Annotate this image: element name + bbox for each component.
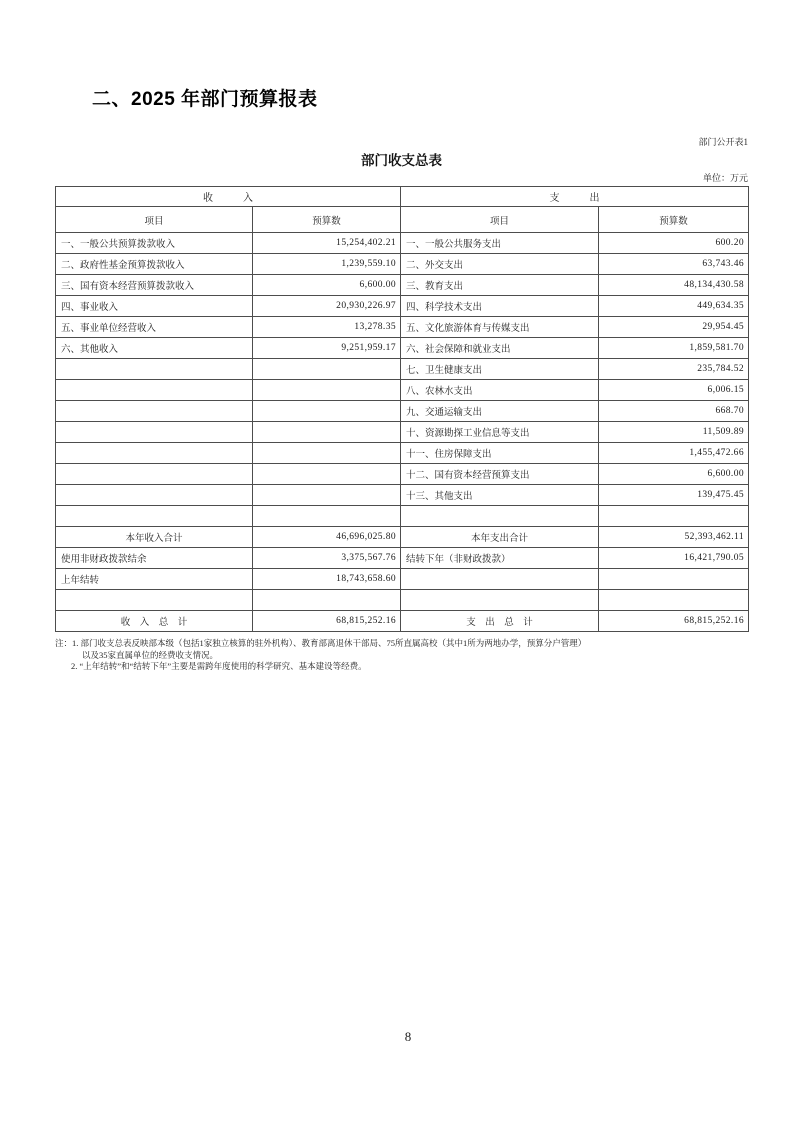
income-budget-cell: 68,815,252.16 xyxy=(253,611,401,632)
column-header-row xyxy=(56,207,749,233)
table-row xyxy=(56,401,749,422)
income-budget-cell xyxy=(253,422,401,443)
table-row xyxy=(56,338,749,359)
income-item-header: 项目 xyxy=(56,207,253,233)
expense-item-cell: 一、一般公共服务支出 xyxy=(401,233,599,254)
income-budget-cell xyxy=(253,464,401,485)
note-line-2: 以及35家直属单位的经费收支情况。 xyxy=(82,649,219,660)
income-budget-cell xyxy=(253,485,401,506)
table-row xyxy=(56,422,749,443)
expense-item-cell: 七、卫生健康支出 xyxy=(401,359,599,380)
table-row xyxy=(56,569,749,590)
income-item-cell: 三、国有资本经营预算拨款收入 xyxy=(56,275,253,296)
sheet-title: 部门收支总表 xyxy=(361,153,442,168)
expense-budget-cell: 48,134,430.58 xyxy=(599,275,749,296)
note-label: 注： xyxy=(55,638,73,648)
table-row xyxy=(56,485,749,506)
expense-budget-cell: 235,784.52 xyxy=(599,359,749,380)
income-item-cell xyxy=(56,590,253,611)
expense-item-cell: 十、资源勘探工业信息等支出 xyxy=(401,422,599,443)
page-number: 8 xyxy=(404,1029,412,1044)
sheet-tag: 部门公开表1 xyxy=(698,137,748,147)
expense-budget-cell: 29,954.45 xyxy=(599,317,749,338)
income-budget-cell: 3,375,567.76 xyxy=(253,548,401,569)
table-row xyxy=(56,296,749,317)
expense-item-cell xyxy=(401,506,599,527)
table-row xyxy=(56,254,749,275)
expense-budget-cell: 52,393,462.11 xyxy=(599,527,749,548)
table-row xyxy=(56,527,749,548)
expense-budget-cell: 6,006.15 xyxy=(599,380,749,401)
income-budget-cell: 46,696,025.80 xyxy=(253,527,401,548)
group-header-row xyxy=(56,187,749,207)
expense-item-cell: 九、交通运输支出 xyxy=(401,401,599,422)
table-body xyxy=(56,233,749,632)
table-row xyxy=(56,275,749,296)
expense-item-cell: 本年支出合计 xyxy=(401,527,599,548)
income-item-cell xyxy=(56,422,253,443)
expense-budget-cell: 11,509.89 xyxy=(599,422,749,443)
table-row xyxy=(56,317,749,338)
note-line-1 xyxy=(55,638,748,650)
income-item-cell xyxy=(56,401,253,422)
expense-item-cell: 八、农林水支出 xyxy=(401,380,599,401)
income-item-cell xyxy=(56,443,253,464)
expense-budget-cell: 600.20 xyxy=(599,233,749,254)
table-row xyxy=(56,464,749,485)
expense-budget-header: 预算数 xyxy=(599,207,749,233)
income-budget-cell: 20,930,226.97 xyxy=(253,296,401,317)
expense-budget-cell: 1,859,581.70 xyxy=(599,338,749,359)
budget-table xyxy=(55,186,749,632)
expense-item-cell: 十一、住房保障支出 xyxy=(401,443,599,464)
income-item-cell: 收 入 总 计 xyxy=(56,611,253,632)
expense-budget-cell: 16,421,790.05 xyxy=(599,548,749,569)
income-budget-cell: 1,239,559.10 xyxy=(253,254,401,275)
expense-item-cell: 六、社会保障和就业支出 xyxy=(401,338,599,359)
table-row xyxy=(56,548,749,569)
income-item-cell: 二、政府性基金预算拨款收入 xyxy=(56,254,253,275)
expense-budget-cell: 68,815,252.16 xyxy=(599,611,749,632)
income-item-cell xyxy=(56,464,253,485)
income-item-cell: 五、事业单位经营收入 xyxy=(56,317,253,338)
income-budget-cell xyxy=(253,401,401,422)
income-budget-cell xyxy=(253,506,401,527)
expense-item-cell: 二、外交支出 xyxy=(401,254,599,275)
table-row xyxy=(56,506,749,527)
expense-budget-cell: 139,475.45 xyxy=(599,485,749,506)
table-row xyxy=(56,359,749,380)
page-title: 二、2025 年部门预算报表 xyxy=(92,89,318,110)
income-item-cell: 六、其他收入 xyxy=(56,338,253,359)
income-item-cell: 一、一般公共预算拨款收入 xyxy=(56,233,253,254)
expense-budget-cell: 6,600.00 xyxy=(599,464,749,485)
income-budget-cell: 18,743,658.60 xyxy=(253,569,401,590)
income-budget-cell: 15,254,402.21 xyxy=(253,233,401,254)
income-item-cell xyxy=(56,485,253,506)
income-budget-cell: 13,278.35 xyxy=(253,317,401,338)
table-row xyxy=(56,443,749,464)
income-budget-cell xyxy=(253,359,401,380)
expense-item-cell: 四、科学技术支出 xyxy=(401,296,599,317)
table-row xyxy=(56,233,749,254)
expense-item-cell: 十二、国有资本经营预算支出 xyxy=(401,464,599,485)
expense-budget-cell xyxy=(599,590,749,611)
income-budget-cell: 6,600.00 xyxy=(253,275,401,296)
expense-item-cell: 结转下年（非财政拨款） xyxy=(401,548,599,569)
expense-item-cell: 五、文化旅游体育与传媒支出 xyxy=(401,317,599,338)
expense-budget-cell: 1,455,472.66 xyxy=(599,443,749,464)
expense-item-cell: 三、教育支出 xyxy=(401,275,599,296)
note-1-text: 1. 部门收支总表反映部本级（包括1家独立核算的驻外机构）、教育部离退休干部局、75所直属高校（其中1所为两地办学，预算分户管理） xyxy=(72,638,587,648)
expense-item-cell xyxy=(401,590,599,611)
note-line-3: 2. “上年结转”和“结转下年”主要是需跨年度使用的科学研究、基本建设等经费。 xyxy=(71,661,367,671)
income-item-cell: 上年结转 xyxy=(56,569,253,590)
table-head xyxy=(56,187,749,233)
income-budget-cell xyxy=(253,380,401,401)
income-item-cell xyxy=(56,506,253,527)
expense-section-header: 支 出 xyxy=(401,187,749,207)
income-budget-cell xyxy=(253,443,401,464)
unit-label: 单位：万元 xyxy=(702,173,748,183)
expense-budget-cell: 63,743.46 xyxy=(599,254,749,275)
table-row xyxy=(56,380,749,401)
income-item-cell: 本年收入合计 xyxy=(56,527,253,548)
expense-item-cell xyxy=(401,569,599,590)
income-item-cell: 使用非财政拨款结余 xyxy=(56,548,253,569)
expense-item-header: 项目 xyxy=(401,207,599,233)
expense-budget-cell: 668.70 xyxy=(599,401,749,422)
expense-budget-cell: 449,634.35 xyxy=(599,296,749,317)
expense-budget-cell xyxy=(599,506,749,527)
income-budget-cell xyxy=(253,590,401,611)
income-item-cell xyxy=(56,359,253,380)
income-item-cell: 四、事业收入 xyxy=(56,296,253,317)
expense-item-cell: 十三、其他支出 xyxy=(401,485,599,506)
income-budget-cell: 9,251,959.17 xyxy=(253,338,401,359)
table-row xyxy=(56,590,749,611)
table-row xyxy=(56,611,749,632)
expense-item-cell: 支 出 总 计 xyxy=(401,611,599,632)
income-section-header: 收 入 xyxy=(56,187,401,207)
income-budget-header: 预算数 xyxy=(253,207,401,233)
expense-budget-cell xyxy=(599,569,749,590)
budget-sheet xyxy=(55,136,748,673)
income-item-cell xyxy=(56,380,253,401)
notes xyxy=(55,638,748,673)
